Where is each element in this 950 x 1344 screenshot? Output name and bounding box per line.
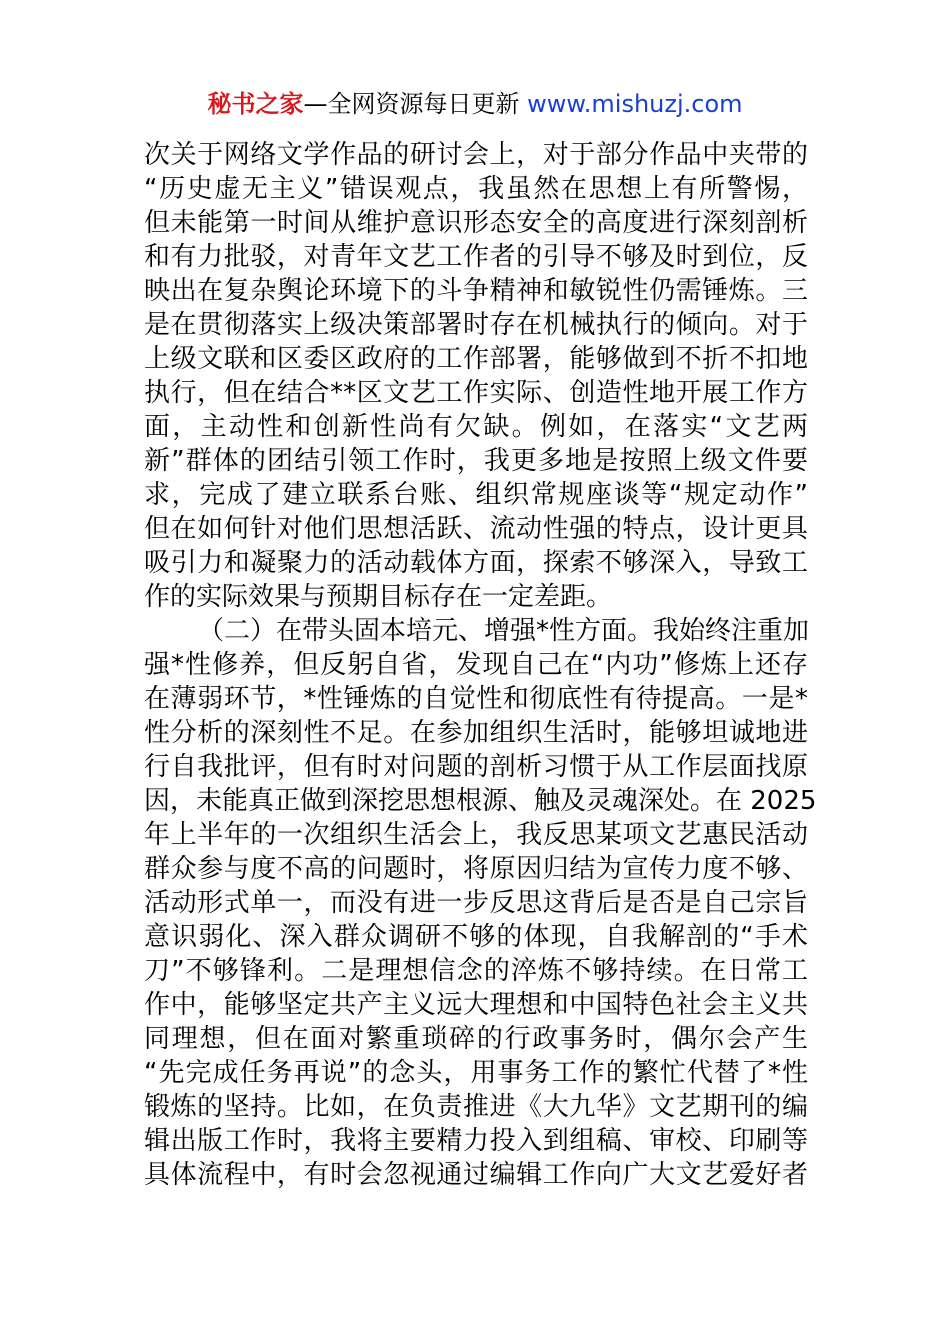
text-line: 和有力批驳，对青年文艺工作者的引导不够及时到位，反: [144, 242, 808, 272]
text-line: 行自我批评，但有时对问题的剖析习惯于从工作层面找原: [144, 752, 808, 782]
text-line: 但在如何针对他们思想活跃、流动性强的特点，设计更具: [144, 514, 808, 544]
text-line: 强*性修养，但反躬自省，发现自己在“内功”修炼上还存: [144, 650, 808, 680]
text-line: 执行，但在结合**区文艺工作实际、创造性地开展工作方: [144, 378, 808, 408]
text-line: 性分析的深刻性不足。在参加组织生活时，能够坦诚地进: [144, 718, 808, 748]
text-line: 活动形式单一，而没有进一步反思这背后是否是自己宗旨: [144, 888, 808, 918]
page-header: [0, 86, 950, 122]
text-line: 同理想，但在面对繁重琐碎的行政事务时，偶尔会产生: [144, 1024, 808, 1054]
text-line: 年上半年的一次组织生活会上，我反思某项文艺惠民活动: [144, 820, 808, 850]
text-line: 作中，能够坚定共产主义远大理想和中国特色社会主义共: [144, 990, 808, 1020]
text-line: 上级文联和区委区政府的工作部署，能够做到不折不扣地: [144, 344, 808, 374]
text-line: 在薄弱环节，*性锤炼的自觉性和彻底性有待提高。一是*: [144, 684, 808, 714]
header-tagline: —全网资源每日更新: [303, 90, 528, 118]
text-line: 是在贯彻落实上级决策部署时存在机械执行的倾向。对于: [144, 310, 808, 340]
text-line: 刀”不够锋利。二是理想信念的淬炼不够持续。在日常工: [144, 956, 808, 986]
text-line: 辑出版工作时，我将主要精力投入到组稿、审校、印刷等: [144, 1126, 808, 1156]
text-line: 意识弱化、深入群众调研不够的体现，自我解剖的“手术: [144, 922, 808, 952]
text-line: 群众参与度不高的问题时，将原因归结为宣传力度不够、: [144, 854, 808, 884]
text-line: “历史虚无主义”错误观点，我虽然在思想上有所警惕，: [144, 174, 808, 204]
text-line: 因，未能真正做到深挖思想根源、触及灵魂深处。在 2025: [144, 786, 817, 816]
text-line: 具体流程中，有时会忽视通过编辑工作向广大文艺爱好者: [144, 1160, 808, 1190]
text-line: 作的实际效果与预期目标存在一定差距。: [144, 582, 613, 612]
text-line: 吸引力和凝聚力的活动载体方面，探索不够深入，导致工: [144, 548, 808, 578]
header-brand: 秘书之家: [207, 90, 304, 118]
text-line: 锻炼的坚持。比如，在负责推进《大九华》文艺期刊的编: [144, 1092, 808, 1122]
text-line: 求，完成了建立联系台账、组织常规座谈等“规定动作”: [144, 480, 808, 510]
document-body: [144, 138, 817, 1192]
text-line: 但未能第一时间从维护意识形态安全的高度进行深刻剖析: [144, 208, 808, 238]
text-line: 映出在复杂舆论环境下的斗争精神和敏锐性仍需锤炼。三: [144, 276, 808, 306]
text-line: 次关于网络文学作品的研讨会上，对于部分作品中夹带的: [144, 140, 808, 170]
section-heading-line: （二）在带头固本培元、增强*性方面。我始终注重加: [198, 616, 810, 646]
text-line: “先完成任务再说”的念头，用事务工作的繁忙代替了*性: [144, 1058, 808, 1088]
text-line: 面，主动性和创新性尚有欠缺。例如，在落实“文艺两: [144, 412, 808, 442]
header-url[interactable]: www.mishuzj.com: [527, 90, 743, 118]
text-line: 新”群体的团结引领工作时，我更多地是按照上级文件要: [144, 446, 808, 476]
